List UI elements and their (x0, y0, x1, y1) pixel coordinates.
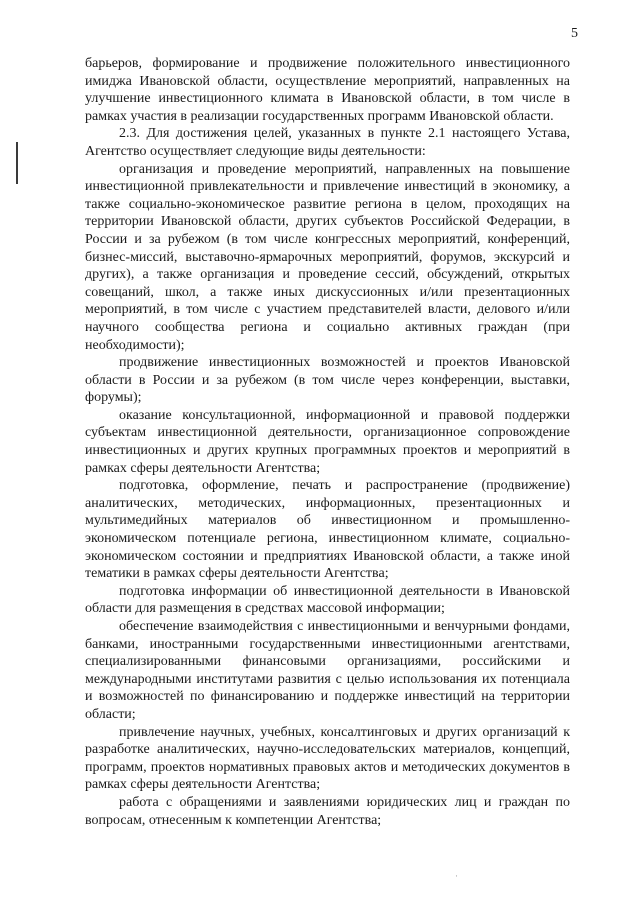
paragraph-events-organization: организация и проведение мероприятий, направленных на повышение инвестиционной привлекательности и привлечение инвестиций в экономику, а также социально-экономическое развитие региона в целом, проходящих на территории Ивановской области, других субъектов Российской Федерации, в России и за рубежом (в том числе конгрессных мероприятий, конференций, бизнес-миссий, выставочно-ярмарочных мероприятий, форумов, экскурсий и других), а также организация и проведение сессий, обсуждений, открытых совещаний, школ, а также иных дискуссионных и/или презентационных мероприятий, в том числе с участием представителей власти, делового и/или научного сообщества региона и социально активных граждан (при необходимости); (85, 161, 570, 353)
margin-line (16, 142, 18, 184)
paragraph-consulting-support: оказание консультационной, информационной и правовой поддержки субъектам инвестиционной деятельности, организационное сопровождение инвестиционных и других крупных программных проектов и мероприятий в рамках сферы деятельности Агентства; (85, 407, 570, 476)
page-number: 5 (571, 26, 578, 41)
paragraph-appeals-handling: работа с обращениями и заявлениями юридических лиц и граждан по вопросам, отнесенным к компетенции Агентства; (85, 794, 570, 828)
scan-artifact-mark: · (455, 871, 458, 881)
paragraph-research-organizations: привлечение научных, учебных, консалтинговых и других организаций к разработке аналитических, научно-исследовательских материалов, концепций, программ, проектов нормативных правовых актов и методических документов в рамках сферы деятельности Агентства; (85, 724, 570, 793)
paragraph-materials-preparation: подготовка, оформление, печать и распространение (продвижение) аналитических, методических, информационных, презентационных и мультимедийных материалов об инвестиционном и промышленно-экономическом потенциале региона, инвестиционном климате, социально-экономическом состоянии и предприятиях Ивановской области, а также иной тематики в рамках сферы деятельности Агентства; (85, 478, 570, 582)
document-body (85, 55, 570, 829)
paragraph-investment-promotion: продвижение инвестиционных возможностей и проектов Ивановской области в России и за рубежом (в том числе через конференции, выставки, форумы); (85, 355, 570, 406)
paragraph-section-2-3: 2.3. Для достижения целей, указанных в пункте 2.1 настоящего Устава, Агентство осуществляет следующие виды деятельности: (85, 126, 570, 159)
paragraph-media-information: подготовка информации об инвестиционной деятельности в Ивановской области для размещения в средствах массовой информации; (85, 583, 570, 617)
paragraph-continuation: барьеров, формирование и продвижение положительного инвестиционного имиджа Ивановской области, осуществление мероприятий, направленных на улучшение инвестиционного климата в Ивановской области, в том числе в рамках участия в реализации государственных программ Ивановской области. (85, 56, 570, 124)
paragraph-funds-cooperation: обеспечение взаимодействия с инвестиционными и венчурными фондами, банками, иностранными государственными инвестиционными агентствами, специализированными финансовыми организациями, российскими и международными институтами развития с целью использования их потенциала и возможностей по финансированию и поддержке инвестиций на территории области; (85, 619, 570, 722)
